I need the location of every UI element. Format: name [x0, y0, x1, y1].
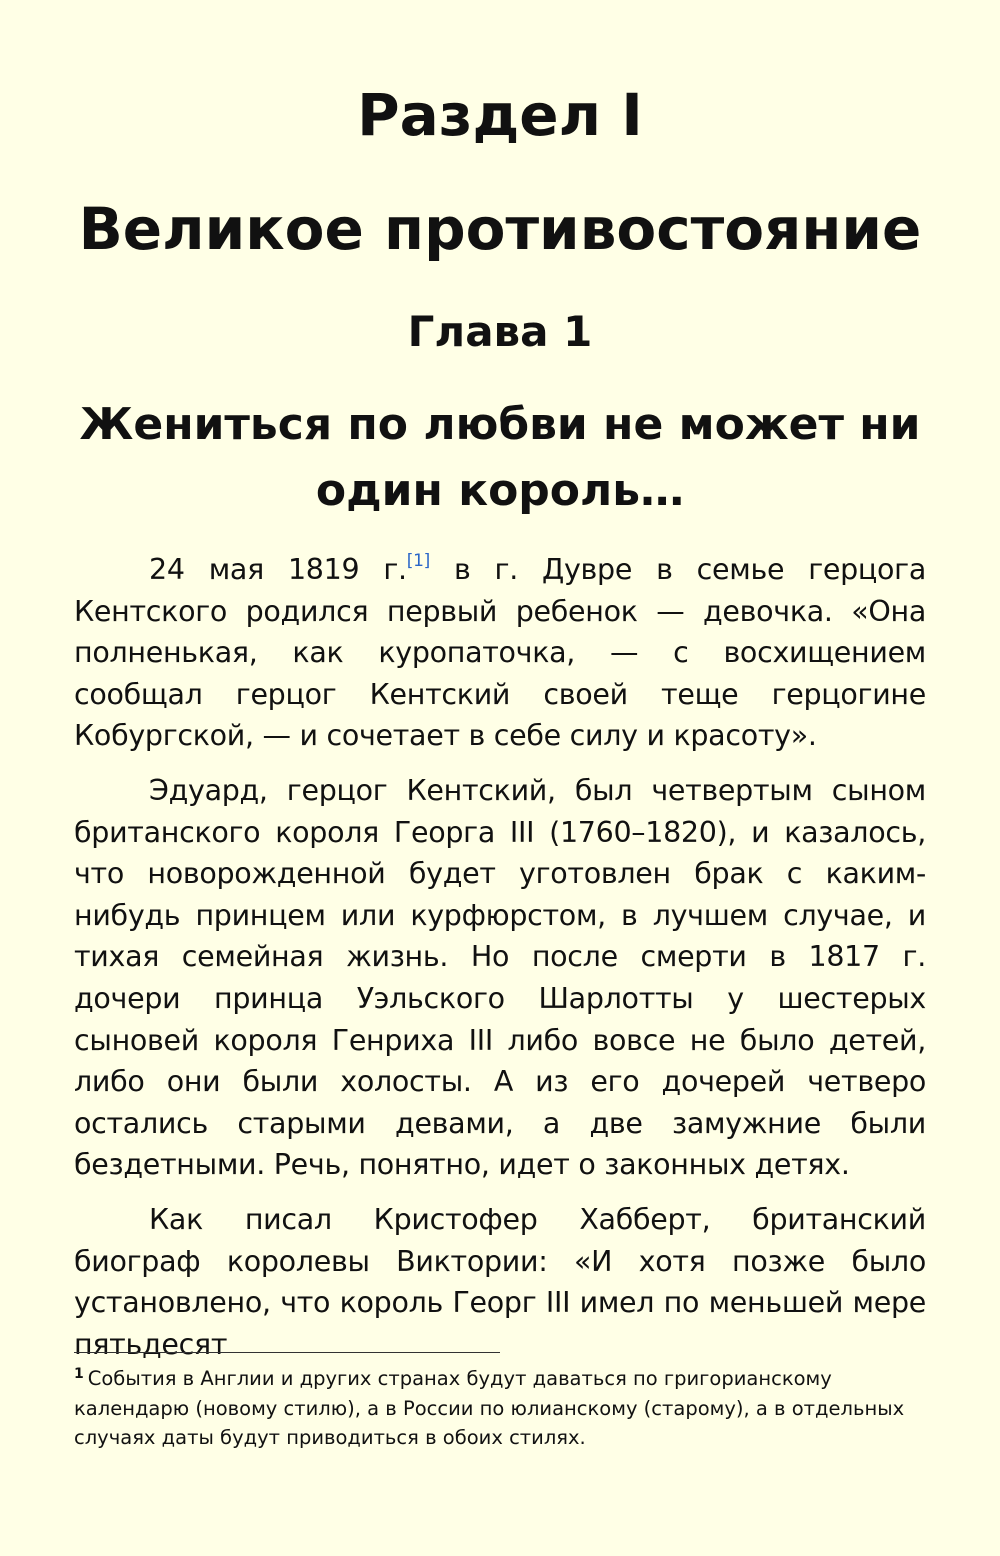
paragraph: Эдуард, герцог Кентский, был четвертым сыном британского короля Георга III (1760–1820), и казалось, что новорожденной будет уготовлен брак с каким-нибудь принцем или курфюрстом, в лучшем случае, и тихая семейная жизнь. Но после смерти в 1817 г. дочери принца Уэльского Шарлотты у шестерых сыновей короля Генриха III либо вовсе не было детей, либо они были холосты. А из его дочерей четверо остались старыми девами, а две замужние были бездетными. Речь, понятно, идет о законных детях. [74, 773, 926, 1182]
footnote-text: События в Англии и других странах будут даваться по григорианскому календарю (новому стилю), а в России по юлианскому (старому), а в отдельных случаях даты будут приводиться в обоих стилях. [74, 1367, 905, 1449]
part-title: Великое противостояние [78, 195, 922, 263]
footnote-divider [74, 1352, 500, 1353]
part-heading: Раздел I [357, 81, 643, 149]
footnote-number: 1 [74, 1366, 84, 1382]
footnote [74, 1364, 926, 1453]
paragraph-text: в г. Дувре в семье герцога Кентского родился первый ребенок — девочка. «Она полненькая, как куропаточка, — с восхищением сообщал герцог Кентский своей теще герцогине Кобургской, — и сочетает в себе силу и красоту». [74, 553, 926, 753]
paragraph [74, 549, 926, 757]
chapter-number: Глава 1 [407, 307, 593, 356]
chapter-title: Жениться по любви не может ни один король… [79, 399, 921, 516]
body-text [74, 549, 926, 1378]
paragraph: Как писал Кристофер Хабберт, британский биограф королевы Виктории: «И хотя позже было установлено, что король Георг III имел по меньшей мере пятьдесят [74, 1202, 926, 1361]
footnote-link[interactable]: [1] [406, 551, 430, 571]
paragraph-text: 24 мая 1819 г. [149, 553, 407, 586]
